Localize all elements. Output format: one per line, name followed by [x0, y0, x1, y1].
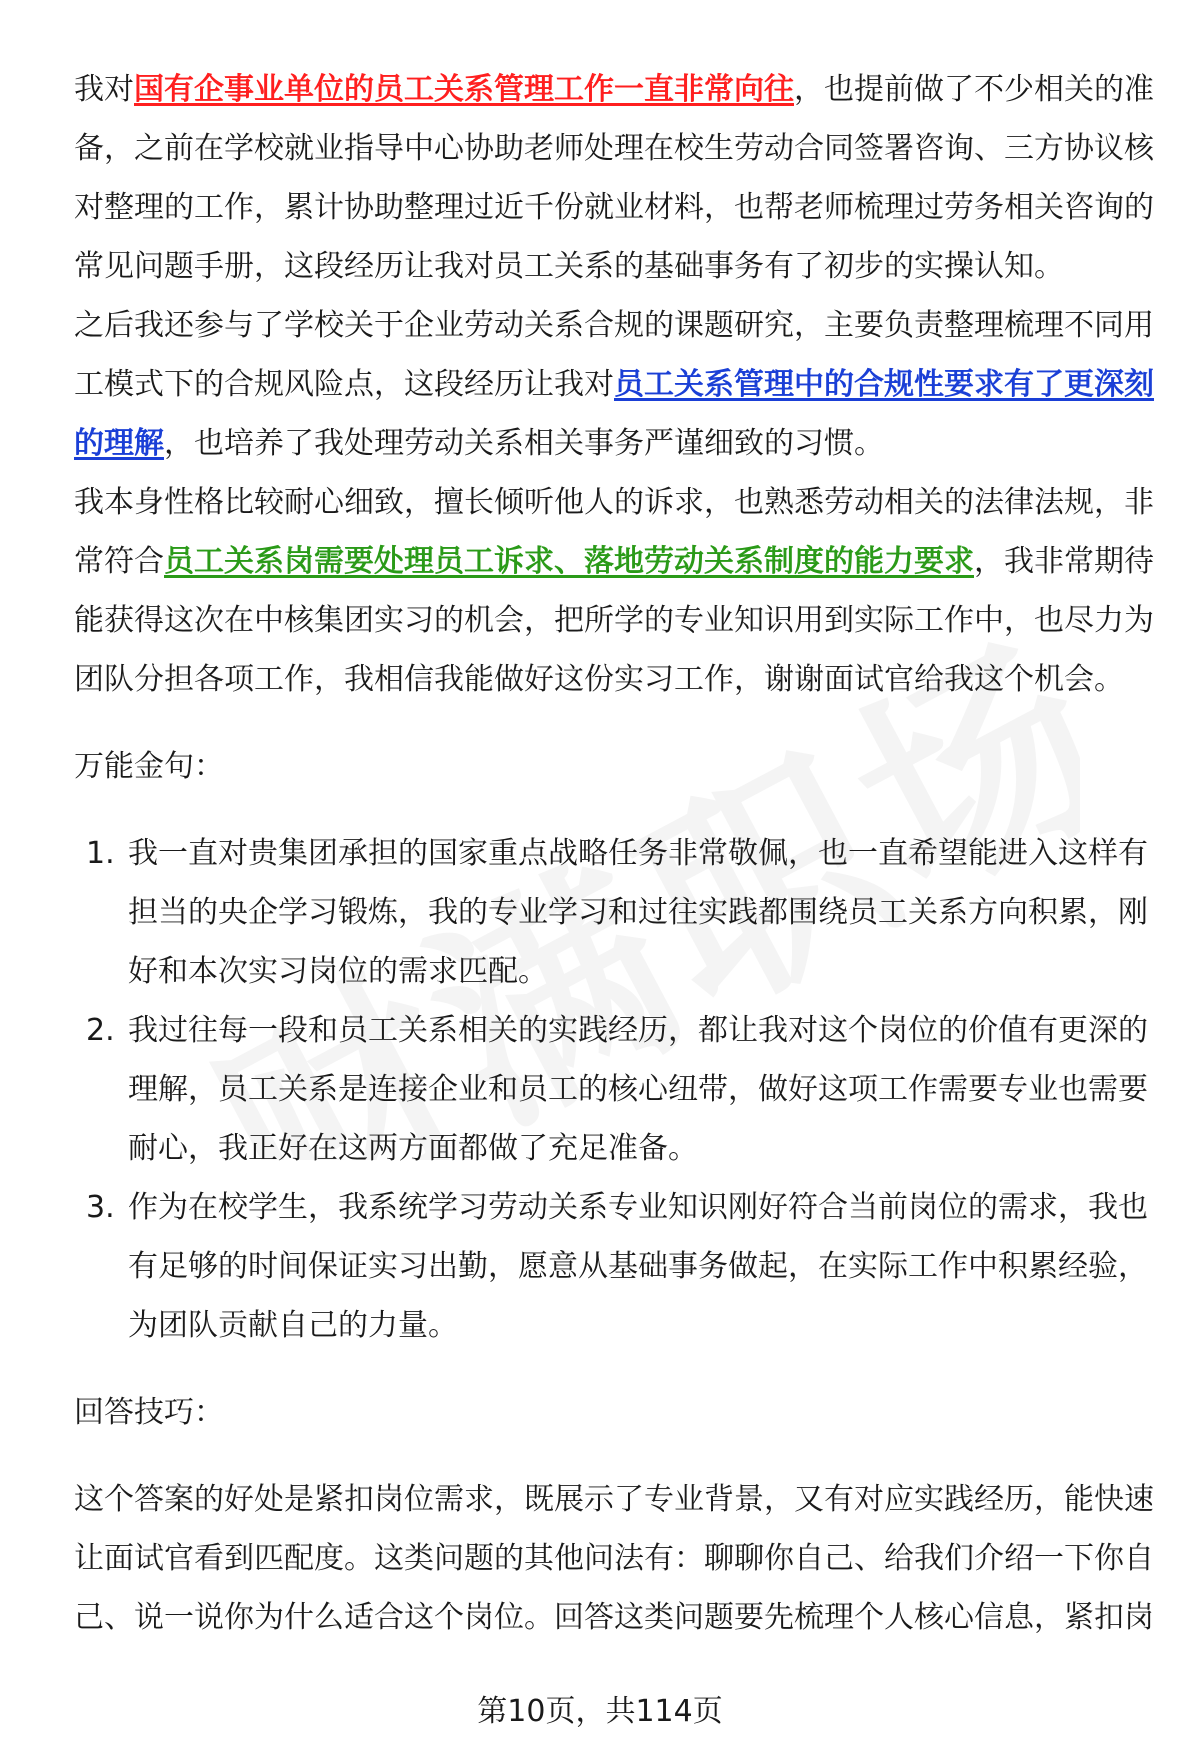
p3-text-start: 我本身性格比较耐心细致，擅长倾听他人的诉求，也熟悉劳动相关的法律法规，非常符合 [74, 485, 1154, 579]
intro-paragraph-3 [74, 473, 1154, 709]
list-item-number: 2. [86, 1013, 115, 1048]
answer-tips-title: 回答技巧： [74, 1395, 224, 1430]
p1-text-start: 我对 [74, 72, 134, 107]
intro-paragraph-1 [74, 60, 1154, 296]
p2-text-start: 之后我还参与了学校关于企业劳动关系合规的课题研究，主要负责整理梳理不同用工模式下的合规风险点，这段经历让我对 [74, 308, 1154, 402]
golden-sentences-list [74, 824, 1154, 1355]
list-item-text: 作为在校学生，我系统学习劳动关系专业知识刚好符合当前岗位的需求，我也有足够的时间保证实习出勤，愿意从基础事务做起，在实际工作中积累经验，为团队贡献自己的力量。 [128, 1190, 1148, 1343]
content [74, 60, 1154, 1647]
list-item-text: 我过往每一段和员工关系相关的实践经历，都让我对这个岗位的价值有更深的理解，员工关系是连接企业和员工的核心纽带，做好这项工作需要专业也需要耐心，我正好在这两方面都做了充足准备。 [128, 1013, 1148, 1166]
page-number-footer: 第10页，共114页 [477, 1694, 723, 1729]
list-item [74, 1178, 1154, 1355]
list-item-text: 我一直对贵集团承担的国家重点战略任务非常敬佩，也一直希望能进入这样有担当的央企学习锻炼，我的专业学习和过往实践都围绕员工关系方向积累，刚好和本次实习岗位的需求匹配。 [128, 836, 1148, 989]
p2-highlight: 员工关系管理中的合规性要求有了更深刻的理解 [74, 367, 1154, 461]
p1-text-end: ，也提前做了不少相关的准备，之前在学校就业指导中心协助老师处理在校生劳动合同签署咨询、三方协议核对整理的工作，累计协助整理过近千份就业材料，也帮老师梳理过劳务相关咨询的常见问题手册，这段经历让我对员工关系的基础事务有了初步的实操认知。 [74, 72, 1154, 284]
list-item [74, 1001, 1154, 1178]
p3-highlight: 员工关系岗需要处理员工诉求、落地劳动关系制度的能力要求 [164, 544, 974, 579]
p3-text-end: ，我非常期待能获得这次在中核集团实习的机会，把所学的专业知识用到实际工作中，也尽力为团队分担各项工作，我相信我能做好这份实习工作，谢谢面试官给我这个机会。 [74, 544, 1154, 697]
golden-sentences-title: 万能金句： [74, 749, 224, 784]
list-item [74, 824, 1154, 1001]
answer-tips-paragraph: 这个答案的好处是紧扣岗位需求，既展示了专业背景，又有对应实践经历，能快速让面试官看到匹配度。这类问题的其他问法有：聊聊你自己、给我们介绍一下你自己、说一说你为什么适合这个岗位。回答这类问题要先梳理个人核心信息，紧扣岗 [74, 1482, 1154, 1635]
intro-paragraph-2 [74, 296, 1154, 473]
list-item-number: 1. [86, 836, 115, 871]
list-item-number: 3. [86, 1190, 115, 1225]
p2-text-end: ，也培养了我处理劳动关系相关事务严谨细致的习惯。 [164, 426, 884, 461]
p1-highlight: 国有企事业单位的员工关系管理工作一直非常向往 [134, 72, 794, 107]
